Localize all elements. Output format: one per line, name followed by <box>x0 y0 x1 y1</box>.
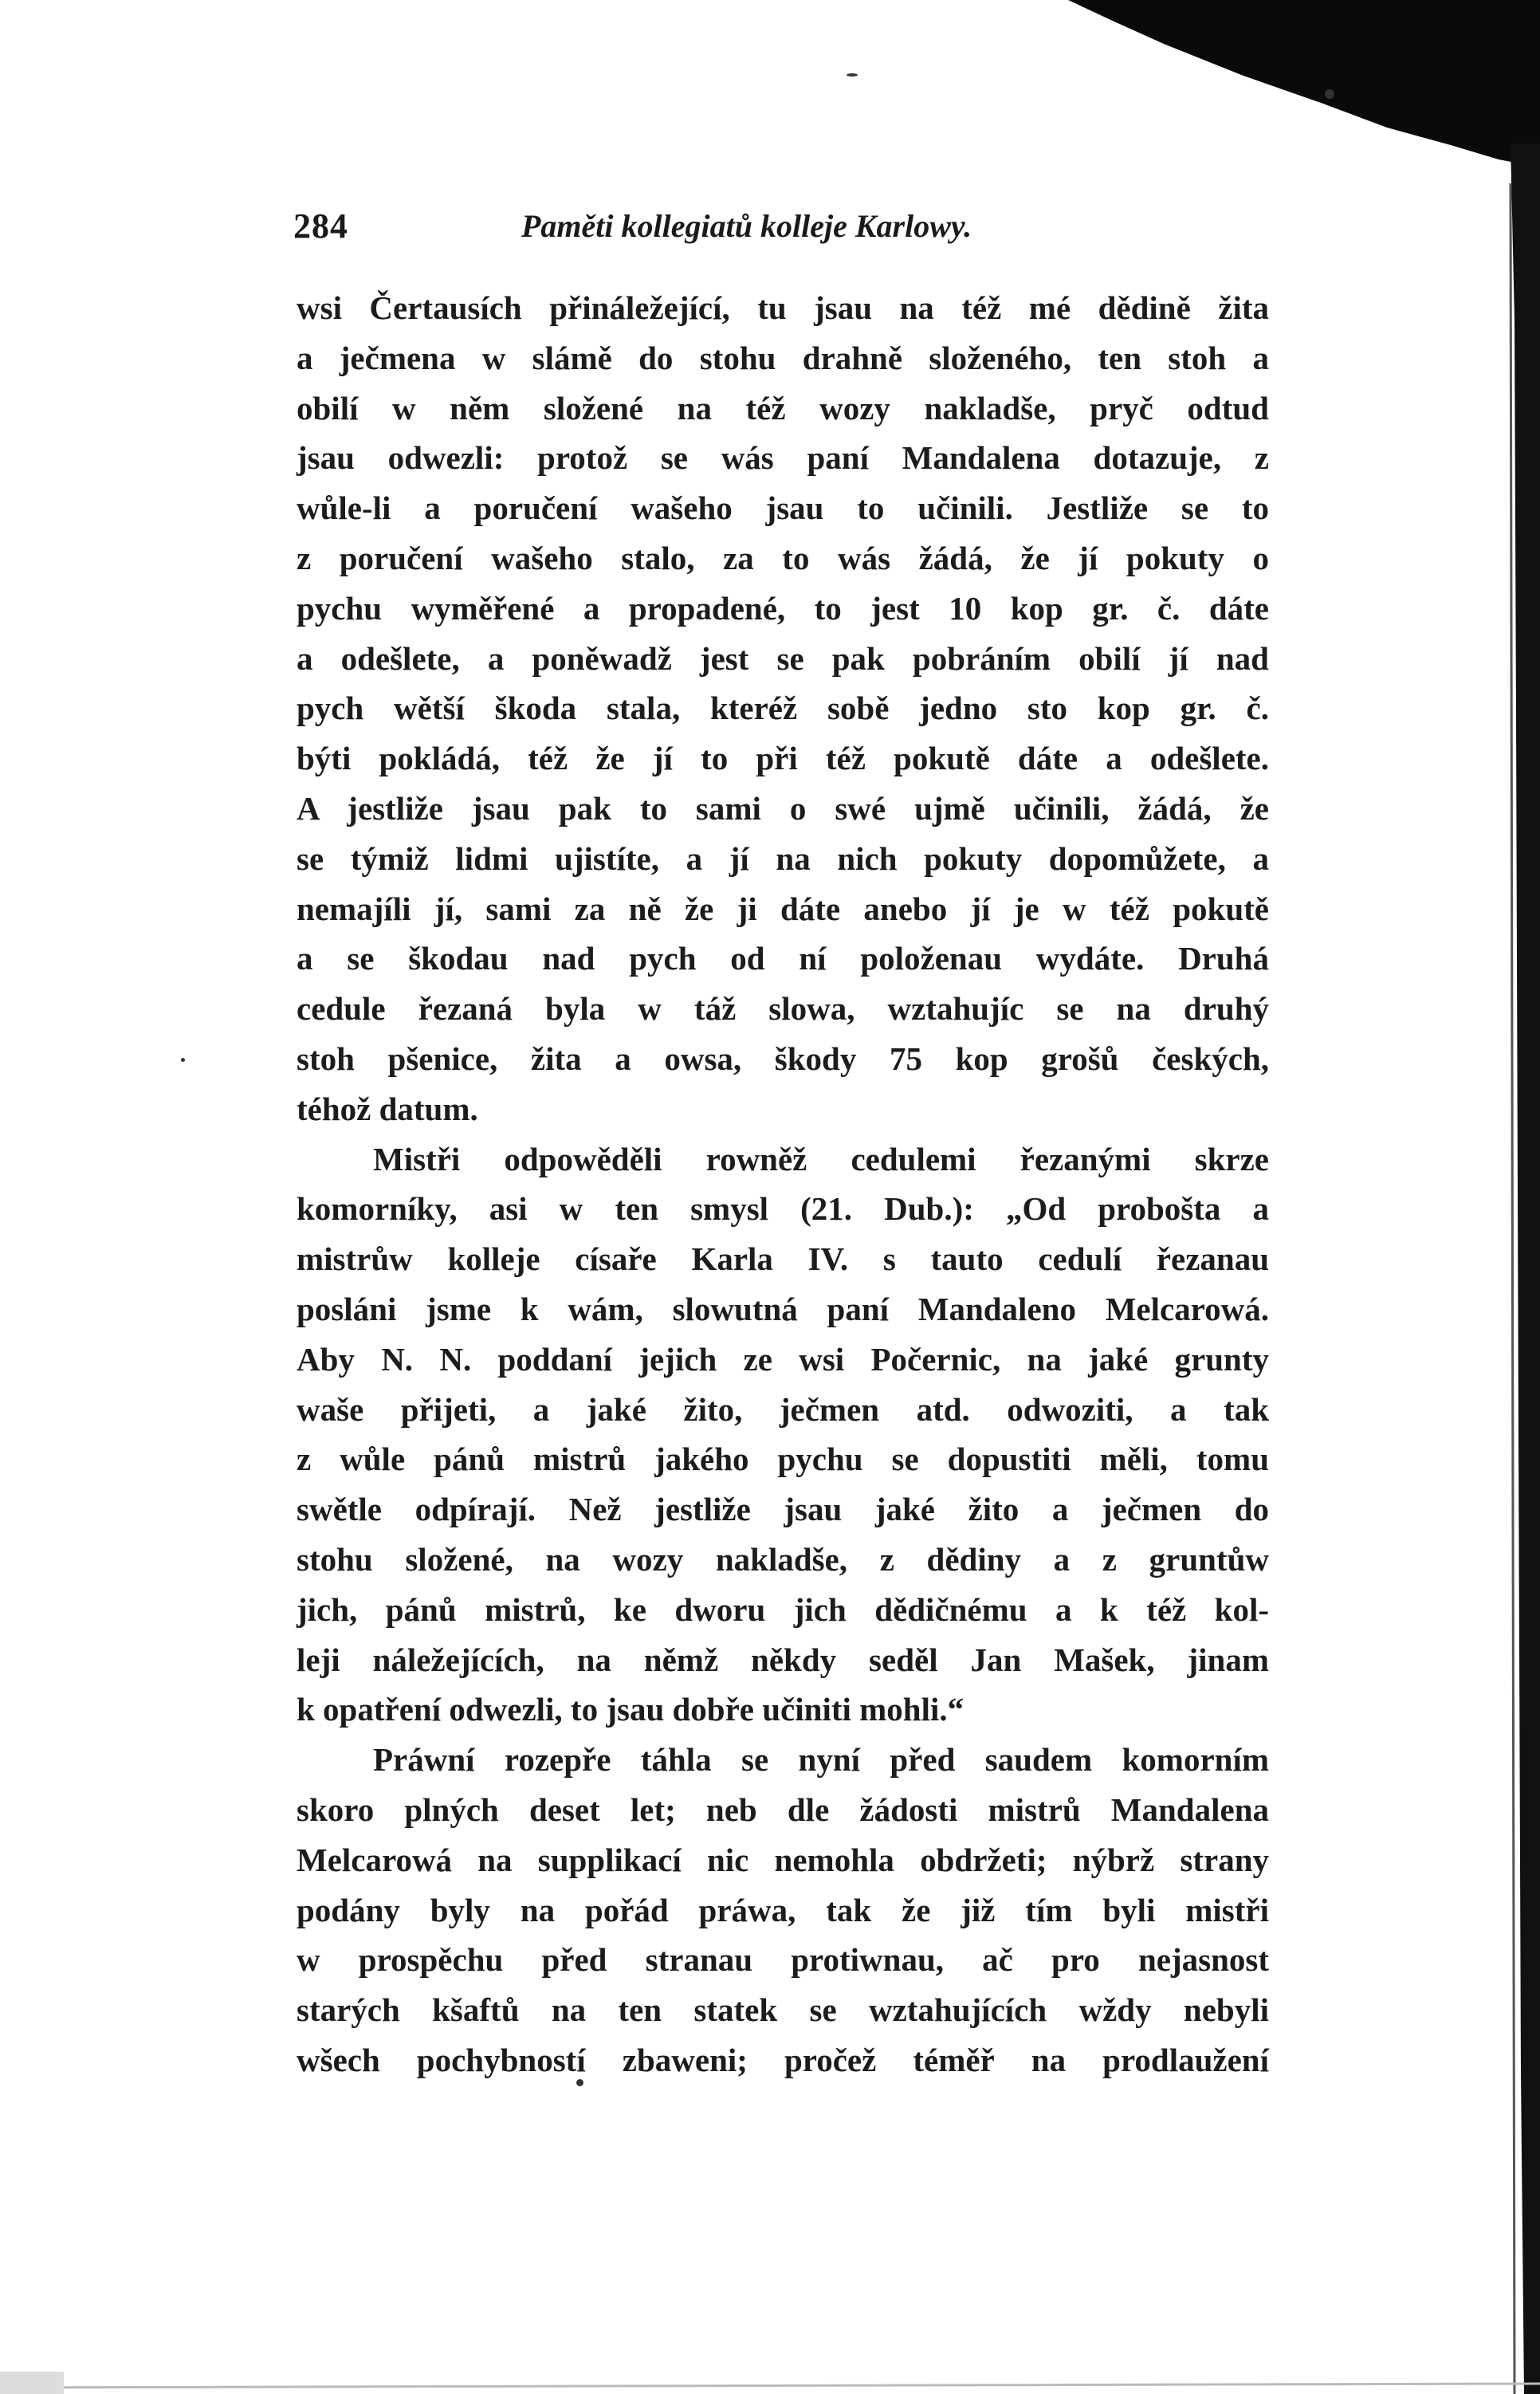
text-line: a se škodau nad pych od ní položenau wydáte. Druhá <box>297 940 1269 977</box>
text-line: k opatření odwezli, to jsau dobře učiniti mohli.“ <box>297 1691 964 1728</box>
text-line: Práwní rozepře táhla se nyní před saudem komorním <box>373 1741 1269 1779</box>
text-line: z wůle pánů mistrů jakého pychu se dopustiti měli, tomu <box>297 1441 1269 1478</box>
text-line: Aby N. N. poddaní jejich ze wsi Počernic, na jaké grunty <box>297 1340 1269 1378</box>
page-number: 284 <box>293 206 348 246</box>
text-line: stohu složené, na wozy nakladše, z dědiny a z gruntůw <box>297 1540 1269 1578</box>
text-line: komorníky, asi w ten smysl (21. Dub.): „Od probošta a <box>297 1190 1269 1228</box>
text-line: téhož datum. <box>297 1090 478 1127</box>
specks-mark <box>181 1058 185 1062</box>
specks-mark <box>847 73 858 77</box>
text-line: skoro plných deset let; neb dle žádosti mistrů Mandalena <box>297 1791 1269 1828</box>
text-line: wůle-li a poručení wašeho jsau to učinili. Jestliže se to <box>297 489 1269 527</box>
text-line: pych wětší škoda stala, kteréž sobě jedno sto kop gr. č. <box>297 690 1269 727</box>
text-line: stoh pšenice, žita a owsa, škody 75 kop grošů českých, <box>297 1040 1269 1077</box>
text-line: cedule řezaná byla w táž slowa, wztahujíc se na druhý <box>297 990 1269 1028</box>
text-line: swětle odpírají. Než jestliže jsau jaké žito a ječmen do <box>297 1491 1269 1528</box>
text-line: wšech pochybností zbaweni; pročež téměř na prodlaužení <box>297 2041 1269 2078</box>
text-line: waše přijeti, a jaké žito, ječmen atd. odwoziti, a tak <box>297 1390 1269 1428</box>
text-line: jich, pánů mistrů, ke dworu jich dědičnému a k též kol- <box>297 1590 1269 1628</box>
text-line: Melcarowá na supplikací nic nemohla obdržeti; nýbrž strany <box>297 1841 1269 1878</box>
text-line: Mistři odpowěděli rowněž cedulemi řezanými skrze <box>373 1140 1269 1177</box>
text-line: wsi Čertausích přináležející, tu jsau na též mé dědině žita <box>297 289 1269 326</box>
text-line: pychu wyměřené a propadené, to jest 10 kop gr. č. dáte <box>297 589 1269 627</box>
text-line: posláni jsme k wám, slowutná paní Mandaleno Melcarowá. <box>297 1290 1269 1327</box>
text-line: w prospěchu před stranau protiwnau, ač pro nejasnost <box>297 1941 1269 1979</box>
text-line: starých kšaftů na ten statek se wztahujících wždy nebyli <box>297 1991 1269 2029</box>
body-text <box>297 283 1269 2085</box>
text-line: jsau odwezli: protož se wás paní Mandalena dotazuje, z <box>297 439 1269 477</box>
text-line: se týmiž lidmi ujistíte, a jí na nich pokuty dopomůžete, a <box>297 839 1269 877</box>
text-line: obilí w něm složené na též wozy nakladše, pryč odtud <box>297 389 1269 427</box>
text-line: nemajíli jí, sami za ně že ji dáte anebo jí je w též pokutě <box>297 890 1269 927</box>
text-line: býti pokládá, též že jí to při též pokutě dáte a odešlete. <box>297 740 1269 777</box>
specks-mark <box>1325 89 1334 99</box>
text-line: mistrůw kolleje císaře Karla IV. s tauto cedulí řezanau <box>297 1240 1269 1278</box>
text-line: A jestliže jsau pak to sami o swé ujmě učinili, žádá, že <box>297 789 1269 827</box>
page-header <box>293 206 1282 254</box>
text-line: a ječmena w slámě do stohu drahně složeného, ten stoh a <box>297 339 1269 376</box>
text-line: a odešlete, a poněwadž jest se pak pobráním obilí jí nad <box>297 639 1269 677</box>
running-title: Paměti kollegiatů kolleje Karlowy. <box>521 208 972 244</box>
text-line: leji náležejících, na němž někdy seděl Jan Mašek, jinam <box>297 1641 1269 1678</box>
text-line: podány byly na pořád práwa, tak že již tím byli mistři <box>297 1891 1269 1928</box>
text-line: z poručení wašeho stalo, za to wás žádá, že jí pokuty o <box>297 539 1269 576</box>
